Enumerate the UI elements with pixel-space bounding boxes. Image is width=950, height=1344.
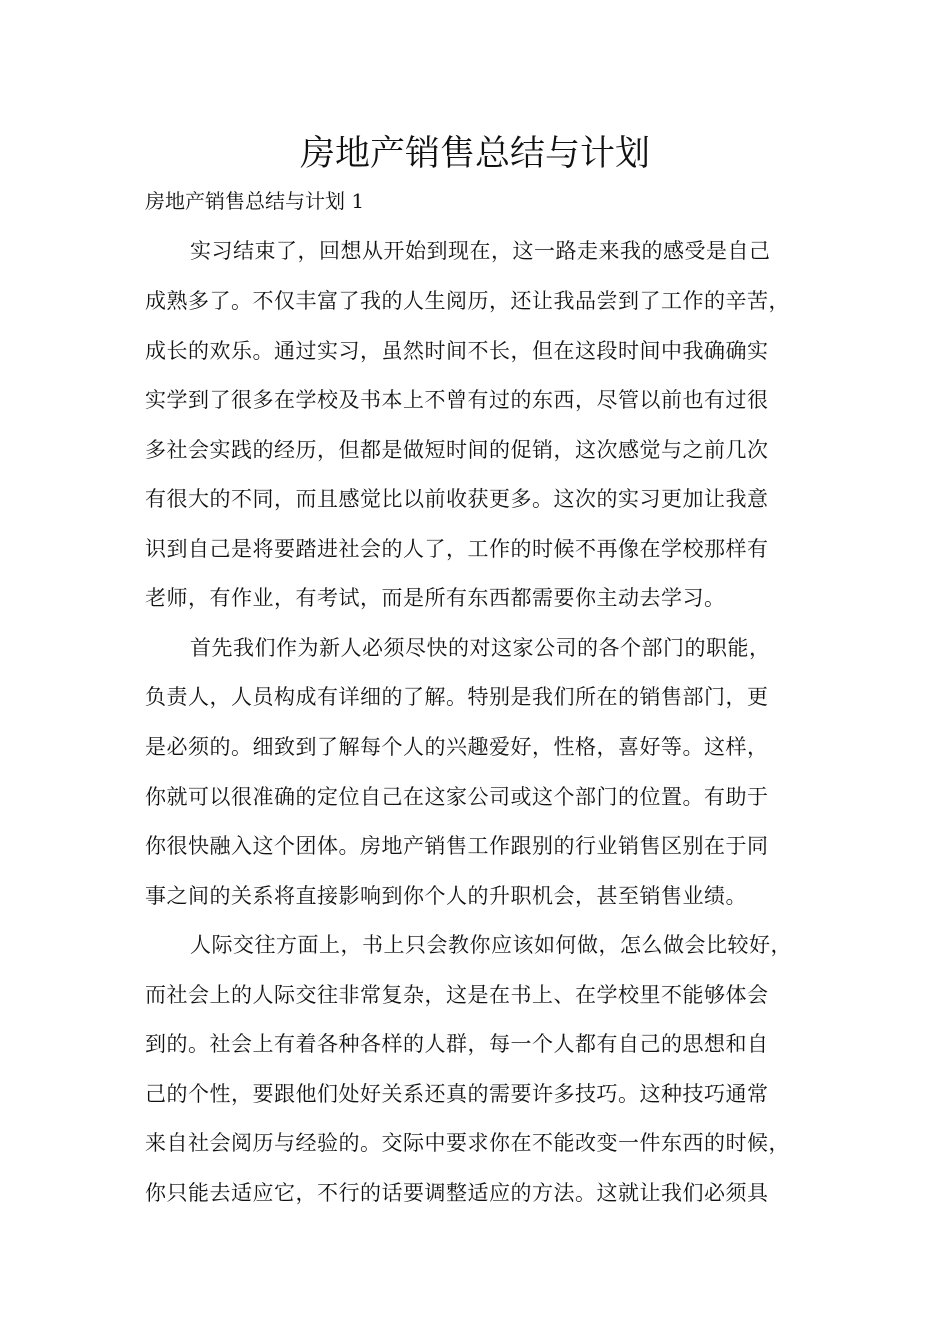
- text-line: 来自社会阅历与经验的。交际中要求你在不能改变一件东西的时候，: [145, 1131, 790, 1155]
- text-line: 实学到了很多在学校及书本上不曾有过的东西，尽管以前也有过很: [145, 388, 769, 412]
- text-line: 到的。社会上有着各种各样的人群，每一个人都有自己的思想和自: [145, 1032, 769, 1056]
- text-line: 你很快融入这个团体。房地产销售工作跟别的行业销售区别在于同: [145, 834, 769, 858]
- text-line: 识到自己是将要踏进社会的人了，工作的时候不再像在学校那样有: [145, 537, 769, 561]
- text-line: 你就可以很准确的定位自己在这家公司或这个部门的位置。有助于: [145, 785, 769, 809]
- text-line: 负责人，人员构成有详细的了解。特别是我们所在的销售部门，更: [145, 685, 769, 709]
- text-line: 己的个性，要跟他们处好关系还真的需要许多技巧。这种技巧通常: [145, 1082, 769, 1106]
- text-line: 人际交往方面上，书上只会教你应该如何做，怎么做会比较好，: [190, 933, 792, 957]
- document-subtitle: 房地产销售总结与计划 1: [145, 189, 365, 213]
- text-line: 是必须的。细致到了解每个人的兴趣爱好，性格，喜好等。这样，: [145, 735, 769, 759]
- text-line: 而社会上的人际交往非常复杂，这是在书上、在学校里不能够体会: [145, 983, 769, 1007]
- text-line: 你只能去适应它，不行的话要调整适应的方法。这就让我们必须具: [145, 1181, 769, 1205]
- document-title: 房地产销售总结与计划: [299, 134, 650, 174]
- text-line: 老师，有作业，有考试，而是所有东西都需要你主动去学习。: [145, 586, 726, 610]
- text-line: 首先我们作为新人必须尽快的对这家公司的各个部门的职能，: [190, 636, 771, 660]
- text-line: 成熟多了。不仅丰富了我的人生阅历，还让我品尝到了工作的辛苦，: [145, 289, 790, 313]
- text-line: 多社会实践的经历，但都是做短时间的促销，这次感觉与之前几次: [145, 438, 769, 462]
- text-line: 实习结束了，回想从开始到现在，这一路走来我的感受是自己: [190, 239, 771, 263]
- text-line: 有很大的不同，而且感觉比以前收获更多。这次的实习更加让我意: [145, 487, 769, 511]
- text-line: 事之间的关系将直接影响到你个人的升职机会，甚至销售业绩。: [145, 884, 747, 908]
- text-line: 成长的欢乐。通过实习，虽然时间不长，但在这段时间中我确确实: [145, 339, 769, 363]
